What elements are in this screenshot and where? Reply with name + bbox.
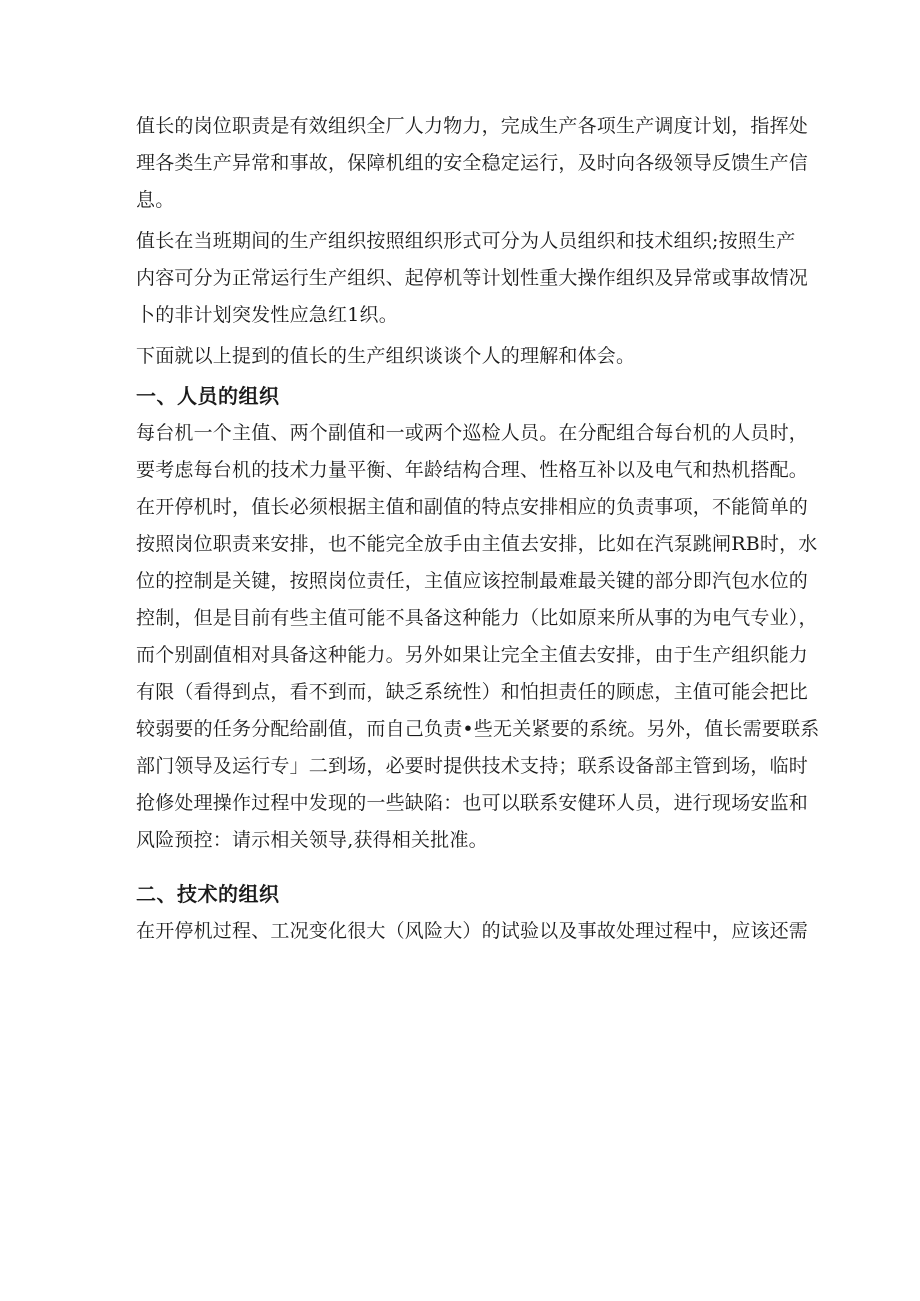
text-line: 在开停机时，值长必须根据主值和副值的特点安排相应的负责事项，不能简单的 <box>136 496 809 518</box>
text-line: 息。 <box>136 189 175 211</box>
text-line: 在开停机过程、工况变化很大（风险大）的试验以及事故处理过程中，应该还需 <box>136 920 809 942</box>
text-line: 按照岗位职责来安排，也不能完全放手由主值去安排，比如在汽泵跳闸RB时，水 <box>136 533 818 555</box>
text-line: 值长的岗位职责是有效组织全厂人力物力，完成生产各项生产调度计划，指挥处 <box>136 115 809 137</box>
paragraph-personnel <box>136 415 820 859</box>
document-page <box>136 108 820 950</box>
text-line: 有限（看得到点，看不到而，缺乏系统性）和怕担责任的顾虑，主值可能会把比 <box>136 681 809 703</box>
section-heading-personnel: 一、人员的组织 <box>136 384 280 408</box>
text-line: 位的控制是关键，按照岗位责任，主值应该控制最难最关键的部分即汽包水位的 <box>136 570 809 592</box>
text-line: 下面就以上提到的值长的生产组织谈谈个人的理解和体会。 <box>136 345 636 367</box>
paragraph-duty <box>136 108 809 219</box>
text-line: 每台机一个主值、两个副值和一或两个巡检人员。在分配组合每台机的人员时， <box>136 422 809 444</box>
paragraph-intro <box>136 338 798 375</box>
text-line: 卜的非计划突发性应急红1织。 <box>136 304 398 326</box>
text-line: 值长在当班期间的生产组织按照组织形式可分为人员组织和技术组织;按照生产 <box>136 230 796 252</box>
section-heading-technical: 二、技术的组织 <box>136 882 280 906</box>
text-line: 抢修处理操作过程中发现的一些缺陷：也可以联系安健环人员，进行现场安监和 <box>136 792 809 814</box>
text-line: 风险预控：请示相关领导,获得相关批准。 <box>136 829 488 851</box>
paragraph-organization-types <box>136 223 809 334</box>
text-line: 控制，但是目前有些主值可能不具备这种能力（比如原来所从事的为电气专业）， <box>136 607 818 629</box>
text-line: 较弱要的任务分配给副值，而自己负责•些无关紧要的系统。另外，值长需要联系 <box>136 718 820 740</box>
text-line: 要考虑每台机的技术力量平衡、年龄结构合理、性格互补以及电气和热机搭配。 <box>136 459 809 481</box>
text-line: 部门领导及运行专」二到场，必要时提供技术支持；联系设备部主管到场，临时 <box>136 755 809 777</box>
text-line: 内容可分为正常运行生产组织、起停机等计划性重大操作组织及异常或事故情况 <box>136 267 809 289</box>
text-line: 而个别副值相对具备这种能力。另外如果让完全主值去安排，由于生产组织能力 <box>136 644 809 666</box>
text-line: 理各类生产异常和事故，保障机组的安全稳定运行，及时向各级领导反馈生产信 <box>136 152 809 174</box>
paragraph-technical <box>136 913 809 950</box>
